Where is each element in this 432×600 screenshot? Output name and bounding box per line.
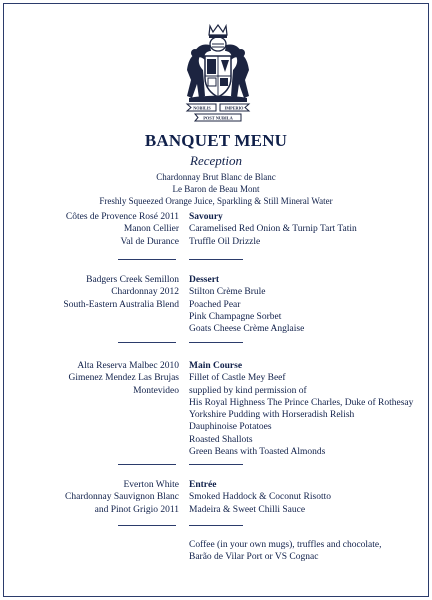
wine-pairing-entree (19, 479, 179, 516)
course-dessert (189, 274, 424, 335)
coat-of-arms-icon (183, 20, 253, 128)
reception-line: Freshly Squeezed Orange Juice, Sparkling & Still Mineral Water (99, 196, 333, 206)
divider (118, 259, 176, 260)
course-title: Main Course (189, 361, 243, 371)
wine-line: Côtes de Provence Rosé 2011 (65, 212, 179, 222)
course-item: Pink Champagne Sorbet (189, 311, 282, 322)
course-savoury (189, 211, 424, 248)
course-item: Poached Pear (189, 299, 241, 310)
course-item: Roasted Shallots (189, 434, 253, 445)
course-title: Entrée (189, 480, 217, 490)
motto-bottom: POST NUBILA (203, 115, 233, 121)
wine-line: Chardonnay Sauvignon Blanc (65, 492, 179, 503)
course-item: Goats Cheese Crème Anglaise (189, 324, 305, 335)
divider (189, 464, 243, 465)
course-entree (189, 479, 424, 516)
wine-line: Alta Reserva Malbec 2010 (77, 361, 179, 371)
course-item: Yorkshire Pudding with Horseradish Relish (189, 410, 355, 421)
divider (118, 342, 176, 343)
course-item: Smoked Haddock & Coconut Risotto (189, 492, 331, 503)
wine-line: Val de Durance (120, 236, 179, 247)
course-item: Madeira & Sweet Chilli Sauce (189, 504, 306, 515)
wine-pairing-main-course (19, 360, 179, 397)
wine-line: Chardonnay 2012 (111, 287, 179, 298)
divider (118, 464, 176, 465)
reception-line: Chardonnay Brut Blanc de Blanc (156, 172, 276, 182)
divider (189, 259, 243, 260)
wine-pairing-savoury (19, 211, 179, 248)
coffee-line: Coffee (in your own mugs), truffles and chocolate, (189, 540, 382, 550)
course-item: Stilton Crème Brule (189, 287, 266, 298)
divider (118, 525, 176, 526)
coffee-section (189, 539, 424, 564)
course-main (189, 360, 424, 458)
wine-line: Badgers Creek Semillon (86, 275, 179, 285)
wine-line: and Pinot Grigio 2011 (94, 504, 179, 515)
course-item: Green Beans with Toasted Almonds (189, 447, 326, 458)
reception-title: Reception (190, 153, 242, 168)
wine-line: Gimenez Mendez Las Brujas (68, 373, 179, 384)
motto-right: IMPERIO (224, 105, 244, 111)
reception-line: Le Baron de Beau Mont (172, 184, 260, 194)
wine-line: Montevideo (133, 385, 179, 396)
course-item: Fillet of Castle Mey Beef (189, 373, 286, 384)
wine-line: South-Eastern Australia Blend (63, 299, 179, 310)
wine-pairing-dessert (19, 274, 179, 311)
course-item: Caramelised Red Onion & Turnip Tart Tatin (189, 224, 357, 235)
course-item: His Royal Highness The Prince Charles, Duke of Rothesay (189, 397, 414, 408)
wine-line: Manon Cellier (123, 224, 179, 235)
course-item: Dauphinoise Potatoes (189, 422, 272, 433)
wine-line: Everton White (123, 480, 179, 490)
motto-left: NOBILIS (193, 105, 211, 111)
divider (189, 525, 243, 526)
divider (189, 342, 243, 343)
course-title: Dessert (189, 275, 220, 285)
course-item: supplied by kind permission of (189, 385, 307, 396)
menu-title: BANQUET MENU (144, 131, 288, 150)
coffee-line: Barão de Vilar Port or VS Cognac (189, 552, 319, 563)
course-item: Truffle Oil Drizzle (189, 236, 261, 247)
course-title: Savoury (189, 212, 223, 222)
